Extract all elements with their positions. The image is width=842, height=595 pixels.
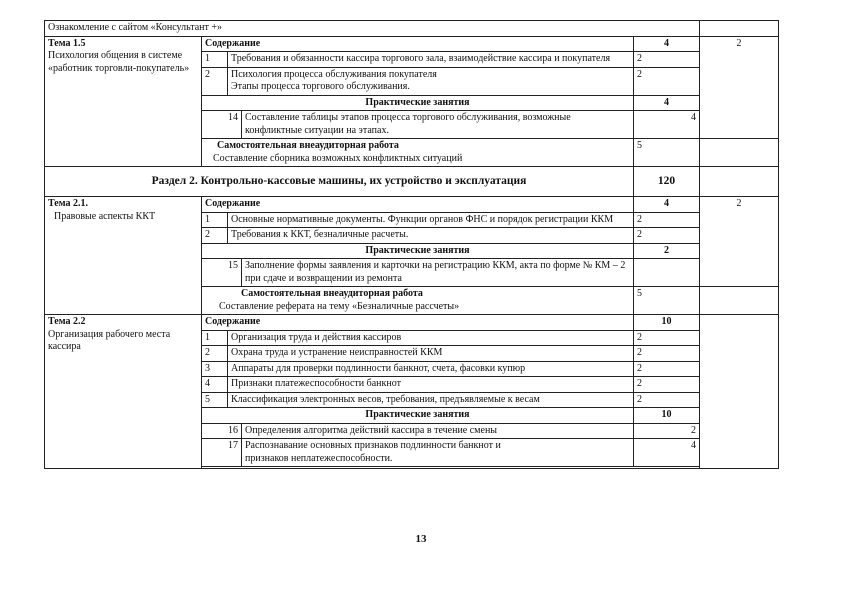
item-hours: 2 <box>634 346 700 362</box>
page-number: 13 <box>415 533 427 545</box>
self-study-cell <box>202 139 634 167</box>
topic-title: Тема 2.1. <box>48 198 88 209</box>
item-number: 1 <box>202 52 228 68</box>
table-row <box>45 197 779 213</box>
practice-text: Определения алгоритма действий кассира в течение смены <box>242 423 634 439</box>
item-number: 3 <box>202 361 228 377</box>
topic-cell <box>45 197 202 315</box>
self-study-title: Самостоятельная внеаудиторная работа <box>241 288 423 299</box>
practice-text-line: признаков неплатежеспособности. <box>245 452 393 464</box>
practice-hours: 4 <box>634 95 700 111</box>
item-number: 2 <box>202 67 228 95</box>
item-hours: 2 <box>634 377 700 393</box>
curriculum-table <box>44 20 779 469</box>
practice-item-hours: 4 <box>634 439 700 467</box>
table-row <box>45 21 779 37</box>
self-study-title: Самостоятельная внеаудиторная работа <box>217 140 399 151</box>
self-study-cell <box>202 287 634 315</box>
self-study-text: Составление реферата на тему «Безналичные рассчеты» <box>219 300 460 312</box>
practice-number: 15 <box>202 259 242 287</box>
self-study-hours: 5 <box>634 139 700 167</box>
item-number: 2 <box>202 228 228 244</box>
practice-label: Практические занятия <box>202 243 634 259</box>
practice-hours: 10 <box>634 408 700 424</box>
table-row <box>45 36 779 52</box>
practice-text: Заполнение формы заявления и карточки на регистрацию ККМ, акта по форме № КМ – 2 при сдаче и возвращении из ремонта <box>242 259 634 287</box>
practice-number: 16 <box>202 423 242 439</box>
item-hours: 2 <box>634 392 700 408</box>
item-number: 1 <box>202 212 228 228</box>
content-hours: 4 <box>634 197 700 213</box>
topic-title: Тема 2.2 <box>48 316 86 327</box>
topic-description: Психология общения в системе «работник торговли-покупатель» <box>48 50 190 74</box>
content-label: Содержание <box>202 315 634 331</box>
item-number: 2 <box>202 346 228 362</box>
topic-description: Организация рабочего места кассира <box>48 328 171 352</box>
content-hours: 10 <box>634 315 700 331</box>
item-hours: 2 <box>634 361 700 377</box>
practice-text: Составление таблицы этапов процесса торгового обслуживания, возможные конфликтные ситуации на этапах. <box>242 111 634 139</box>
item-hours: 2 <box>634 212 700 228</box>
item-text: Основные нормативные документы. Функции органов ФНС и порядок регистрации ККМ <box>228 212 634 228</box>
level-cell: 2 <box>700 197 779 287</box>
item-number: 1 <box>202 330 228 346</box>
item-text: Классификация электронных весов, требования, предъявляемые к весам <box>228 392 634 408</box>
item-hours: 2 <box>634 67 700 95</box>
practice-text <box>242 439 634 467</box>
content-label: Содержание <box>202 197 634 213</box>
topic-cell <box>45 315 202 469</box>
item-text: Аппараты для проверки подлинности банкнот, счета, фасовки купюр <box>228 361 634 377</box>
practice-number: 14 <box>202 111 242 139</box>
table-row <box>45 167 779 197</box>
practice-item-hours: 2 <box>634 423 700 439</box>
level-cell: 2 <box>700 36 779 139</box>
item-hours: 2 <box>634 228 700 244</box>
topic-title: Тема 1.5 <box>48 37 86 49</box>
practice-hours: 2 <box>634 243 700 259</box>
section-title: Раздел 2. Контрольно-кассовые машины, их устройство и эксплуатация <box>45 167 634 197</box>
item-number: 4 <box>202 377 228 393</box>
practice-text-line: Распознавание основных признаков подлинности банкнот и <box>245 440 501 451</box>
intro-text: Ознакомление с сайтом «Консультант +» <box>45 21 700 37</box>
item-text: Организация труда и действия кассиров <box>228 330 634 346</box>
practice-number: 17 <box>202 439 242 467</box>
item-text-line: Психология процесса обслуживания покупателя <box>231 68 437 80</box>
item-text: Охрана труда и устранение неисправностей ККМ <box>228 346 634 362</box>
item-text <box>228 67 634 95</box>
item-text: Признаки платежеспособности банкнот <box>228 377 634 393</box>
item-number: 5 <box>202 392 228 408</box>
self-study-text: Составление сборника возможных конфликтных ситуаций <box>213 152 463 164</box>
item-text-line: Этапы процесса торгового обслуживания. <box>231 81 410 92</box>
topic-description: Правовые аспекты ККТ <box>54 210 156 222</box>
practice-item-hours: 4 <box>634 111 700 139</box>
practice-item-hours <box>634 259 700 287</box>
topic-cell <box>45 36 202 167</box>
practice-label: Практические занятия <box>202 408 634 424</box>
content-label: Содержание <box>202 36 634 52</box>
item-hours: 2 <box>634 330 700 346</box>
item-text: Требования к ККТ, безналичные расчеты. <box>228 228 634 244</box>
content-hours: 4 <box>634 36 700 52</box>
section-hours: 120 <box>634 167 700 197</box>
practice-label: Практические занятия <box>202 95 634 111</box>
item-hours: 2 <box>634 52 700 68</box>
table-row <box>45 315 779 331</box>
self-study-hours: 5 <box>634 287 700 315</box>
item-text: Требования и обязанности кассира торгового зала, взаимодействие кассира и покупателя <box>228 52 634 68</box>
